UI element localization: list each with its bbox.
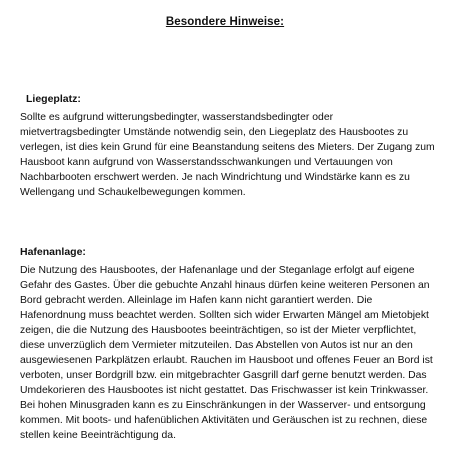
section-heading-hafenanlage: Hafenanlage: [20,246,86,258]
section-body-liegeplatz: Sollte es aufgrund witterungsbedingter, wasserstandsbedingter oder mietvertragsbedingter Umstände notwendig sein, den Liegeplatz des Hausbootes zu verlegen, ist dies kein Grund für eine Beanstandung seitens des Mieters. Der Zugang zum Hausboot kann aufgrund von Wasserstandsschwankungen und Vertauungen von Nachbarbooten erschwert werden. Je nach Windrichtung und Windstärke kann es zu Wellengang und Schaukelbewegungen kommen. [20,112,435,198]
section-body-hafenanlage: Die Nutzung des Hausbootes, der Hafenanlage und der Steganlage erfolgt auf eigene Gefahr des Gastes. Über die gebuchte Anzahl hinaus dürfen keine weiteren Personen an Bord gebracht werden. Alleinlage im Hafen kann nicht garantiert werden. Die Hafenordnung muss beachtet werden. Sollten sich wider Erwarten Mängel am Mietobjekt zeigen, die die Nutzung des Hausbootes beeinträchtigen, so ist der Mieter verpflichtet, diese unverzüglich dem Vermieter mitzuteilen. Das Abstellen von Autos ist nur an den ausgewiesenen Parkplätzen erlaubt. Rauchen im Hausboot und offenes Feuer an Bord ist verboten, unser Bordgrill bzw. ein mitgebrachter Gasgrill darf gerne benutzt werden. Das Umdekorieren des Hausbootes ist nicht gestattet. Das Frischwasser ist kein Trinkwasser. Bei hohen Minusgraden kann es zu Einschränkungen in der Wasserver- und entsorgung kommen. Mit boots- und hafenüblichen Aktivitäten und Geräuschen ist zu rechnen, diese stellen keine Beeinträchtigung da. [20,265,433,441]
section-heading-liegeplatz: Liegeplatz: [26,93,81,105]
document-title: Besondere Hinweise: [165,16,285,28]
